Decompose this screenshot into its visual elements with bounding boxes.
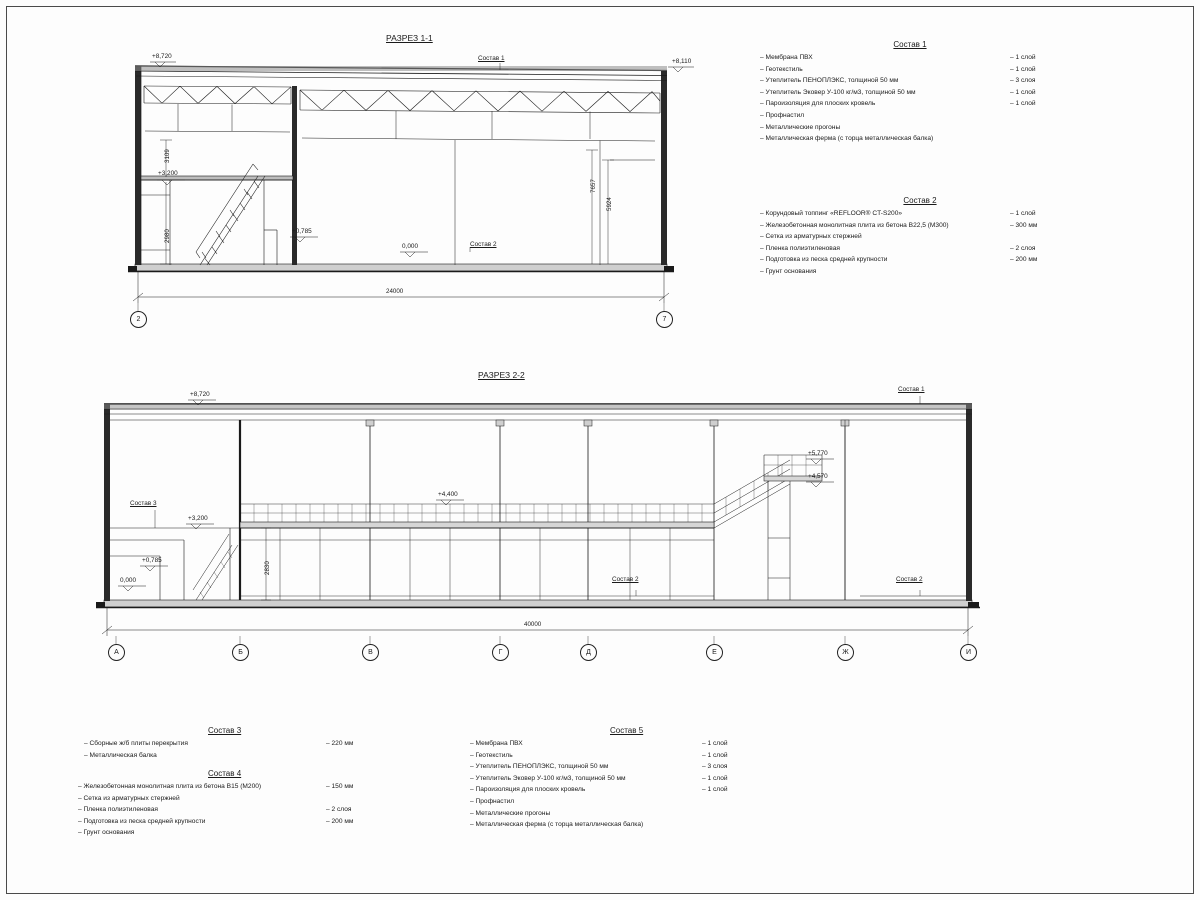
spec-row-text: – Металлические прогоны: [470, 809, 551, 817]
section1-truss-right: [300, 90, 660, 113]
spec-row: [470, 786, 770, 798]
section1-inner-partition: [141, 180, 277, 265]
spec-row: [760, 135, 1060, 147]
spec-row-qty: – 1 слой: [1010, 100, 1036, 108]
section2-callout-sostav2-mid: Состав 2: [612, 576, 639, 583]
spec-row-text: – Профнастил: [760, 111, 805, 119]
spec-row-text: – Пленка полиэтиленовая: [760, 244, 840, 252]
section1-floor-slab: [128, 264, 674, 272]
section1-dim-3109: 3109: [164, 149, 171, 163]
spec-row-qty: – 300 мм: [1010, 221, 1038, 229]
section2-right-bay: [845, 420, 966, 600]
spec-row-text: – Мембрана ПВХ: [760, 54, 813, 61]
section1-axis-7: 7: [656, 311, 673, 328]
section2-axis-v: В: [362, 644, 379, 661]
section1-callout-sostav2: Состав 2: [470, 241, 497, 248]
spec-row-qty: – 1 слой: [1010, 65, 1036, 73]
section2-level-0785: +0,785: [142, 557, 162, 564]
section2-axis-d: Д: [580, 644, 597, 661]
spec-row: [470, 821, 770, 833]
section2-callout-sostav1: Состав 1: [898, 386, 925, 393]
spec-row: [78, 829, 388, 841]
spec-row-qty: – 2 слоя: [326, 806, 352, 814]
spec-2-rows: [760, 210, 1080, 280]
spec-row-text: – Сетка из арматурных стержней: [760, 233, 862, 241]
section1-hangers: [145, 104, 655, 265]
spec-row-text: – Утеплитель ПЕНОПЛЭКС, толщиной 50 мм: [470, 763, 609, 771]
section1-level-8110: +8,110: [672, 58, 692, 65]
spec-row: [760, 256, 1080, 268]
spec-row-text: – Грунт основания: [760, 267, 817, 275]
spec-row-text: – Сетка из арматурных стержней: [78, 794, 180, 802]
spec-row-qty: – 1 слой: [1010, 54, 1036, 61]
spec-1-rows: [760, 54, 1060, 147]
section1-level-3200: +3,200: [158, 170, 178, 177]
spec-row: [760, 54, 1060, 66]
spec-row: [760, 222, 1080, 234]
section2-level-markers: [118, 400, 834, 591]
spec-row: [470, 752, 770, 764]
section2-level-4570: +4,570: [808, 473, 828, 480]
section1-left-wall: [135, 66, 141, 265]
section1-dim-7657: 7657: [590, 179, 597, 193]
section2-level-5770: +5,770: [808, 450, 828, 457]
section1-dim-2980: 2980: [164, 229, 171, 243]
section2-left-stair: [193, 534, 238, 600]
section2-mezzanine: [240, 504, 714, 528]
spec-row: [760, 245, 1080, 257]
section2-callout-sostav3: Состав 3: [130, 500, 157, 507]
spec-row-text: – Утеплитель ПЕНОПЛЭКС, толщиной 50 мм: [760, 77, 899, 85]
spec-row-qty: – 3 слоя: [1010, 77, 1036, 85]
spec-block-3: [78, 726, 378, 763]
spec-row-text: – Геотекстиль: [470, 751, 513, 759]
section1-callout-sostav1: Состав 1: [478, 55, 505, 62]
spec-row-qty: – 150 мм: [326, 783, 354, 790]
spec-row-qty: – 200 мм: [1010, 256, 1038, 264]
spec-row-text: – Металлическая ферма (с торца металлическая балка): [470, 821, 644, 829]
spec-1-title: Состав 1: [893, 40, 927, 49]
section1-axis-2: 2: [130, 311, 147, 328]
spec-row-qty: – 220 мм: [326, 740, 354, 747]
section2-axis-b: Б: [232, 644, 249, 661]
spec-5-rows: [470, 740, 770, 833]
spec-row: [760, 124, 1060, 136]
spec-row-text: – Металлические прогоны: [760, 123, 841, 131]
spec-row-text: – Грунт основания: [78, 829, 135, 837]
spec-row-qty: – 2 слоя: [1010, 244, 1036, 252]
spec-row-qty: – 1 слой: [1010, 88, 1036, 96]
section2-ramp: [714, 460, 790, 528]
spec-row-text: – Пароизоляция для плоских кровель: [470, 786, 586, 794]
spec-row: [78, 818, 388, 830]
section2-callout-sostav2-right: Состав 2: [896, 576, 923, 583]
section2-axis-g: Г: [492, 644, 509, 661]
spec-row: [760, 89, 1060, 101]
section2-column-caps: [366, 420, 849, 426]
section1-roof: [135, 66, 667, 81]
spec-row-qty: – 1 слой: [702, 786, 728, 794]
spec-row: [78, 752, 378, 764]
section1-right-wall: [661, 70, 667, 265]
spec-row-text: – Железобетонная монолитная плита из бетона В22,5 (М300): [760, 221, 949, 229]
spec-4-rows: [78, 783, 388, 841]
section2-axis-a: А: [108, 644, 125, 661]
spec-3-title: Состав 3: [208, 726, 242, 735]
spec-row: [470, 740, 770, 752]
section2-roof: [104, 404, 972, 420]
spec-3-rows: [78, 740, 378, 763]
spec-row-text: – Профнастил: [470, 797, 515, 805]
spec-row-text: – Утеплитель Эковер У-100 кг/м3, толщиной 50 мм: [470, 774, 626, 782]
section2-level-4400: +4,400: [438, 491, 458, 498]
spec-row: [760, 77, 1060, 89]
spec-row-qty: – 3 слоя: [702, 763, 728, 771]
section1-level-0785: +0,785: [292, 228, 312, 235]
spec-row: [760, 268, 1080, 280]
spec-row: [78, 795, 388, 807]
spec-row: [470, 798, 770, 810]
spec-4-title: Состав 4: [208, 769, 242, 778]
spec-row-text: – Металлическая ферма (с торца металлическая балка): [760, 135, 934, 143]
section1-level-0000: 0,000: [402, 243, 418, 250]
spec-row-qty: – 1 слой: [1010, 210, 1036, 217]
section1-overall-dim: 24000: [386, 288, 404, 295]
section1-truss-left: [144, 86, 291, 104]
spec-row: [760, 112, 1060, 124]
spec-row-qty: – 1 слой: [702, 740, 728, 747]
spec-row-text: – Геотекстиль: [760, 65, 803, 73]
spec-row-text: – Металлическая балка: [84, 751, 157, 759]
section1-axis-stems: [138, 303, 664, 311]
section2-overall-dim: 40000: [524, 621, 542, 628]
spec-row-text: – Пленка полиэтиленовая: [78, 806, 158, 814]
spec-row-text: – Корундовый топпинг «REFLOOR® CT-S200»: [760, 210, 903, 217]
section2-level-0000: 0,000: [120, 577, 136, 584]
spec-block-2: [760, 196, 1080, 280]
spec-row-text: – Сборные ж/б плиты перекрытия: [84, 740, 188, 747]
section2-right-wall: [966, 404, 972, 601]
spec-row: [760, 233, 1080, 245]
section1-title: РАЗРЕЗ 1-1: [386, 33, 433, 43]
spec-row: [78, 806, 388, 818]
spec-block-4: [78, 769, 388, 841]
spec-row-text: – Подготовка из песка средней крупности: [78, 817, 206, 825]
section1-dim-5924: 5924: [606, 197, 613, 211]
spec-row-text: – Утеплитель Эковер У-100 кг/м3, толщиной 50 мм: [760, 88, 916, 96]
spec-row: [78, 783, 388, 795]
section2-title: РАЗРЕЗ 2-2: [478, 370, 525, 380]
spec-row: [760, 210, 1080, 222]
section2-axis-stems: [116, 636, 968, 644]
spec-2-title: Состав 2: [903, 196, 937, 205]
section2-axis-e: Е: [706, 644, 723, 661]
spec-row: [470, 763, 770, 775]
section2-dim-2830: 2830: [264, 561, 271, 575]
section2-columns: [240, 420, 845, 600]
section2-left-wall: [104, 404, 110, 601]
section2-level-8720: +8,720: [190, 391, 210, 398]
section1-level-8720: +8,720: [152, 53, 172, 60]
spec-row: [470, 810, 770, 822]
section2-axis-i: И: [960, 644, 977, 661]
spec-row-qty: – 1 слой: [702, 751, 728, 759]
section2-axis-zh: Ж: [837, 644, 854, 661]
spec-block-1: [760, 40, 1060, 147]
section2-glazing: [240, 528, 714, 600]
spec-row-text: – Пароизоляция для плоских кровель: [760, 100, 876, 108]
spec-row-text: – Железобетонная монолитная плита из бетона В15 (М200): [78, 783, 262, 790]
spec-row-text: – Подготовка из песка средней крупности: [760, 256, 888, 264]
spec-row: [760, 100, 1060, 112]
spec-block-5: [470, 726, 770, 833]
spec-row-qty: – 1 слой: [702, 774, 728, 782]
spec-row-text: – Мембрана ПВХ: [470, 740, 523, 747]
spec-row: [78, 740, 378, 752]
spec-5-title: Состав 5: [610, 726, 644, 735]
section2-floor-slab: [96, 600, 980, 608]
spec-row: [760, 66, 1060, 78]
spec-row-qty: – 200 мм: [326, 817, 354, 825]
spec-row: [470, 775, 770, 787]
section2-level-3200: +3,200: [188, 515, 208, 522]
